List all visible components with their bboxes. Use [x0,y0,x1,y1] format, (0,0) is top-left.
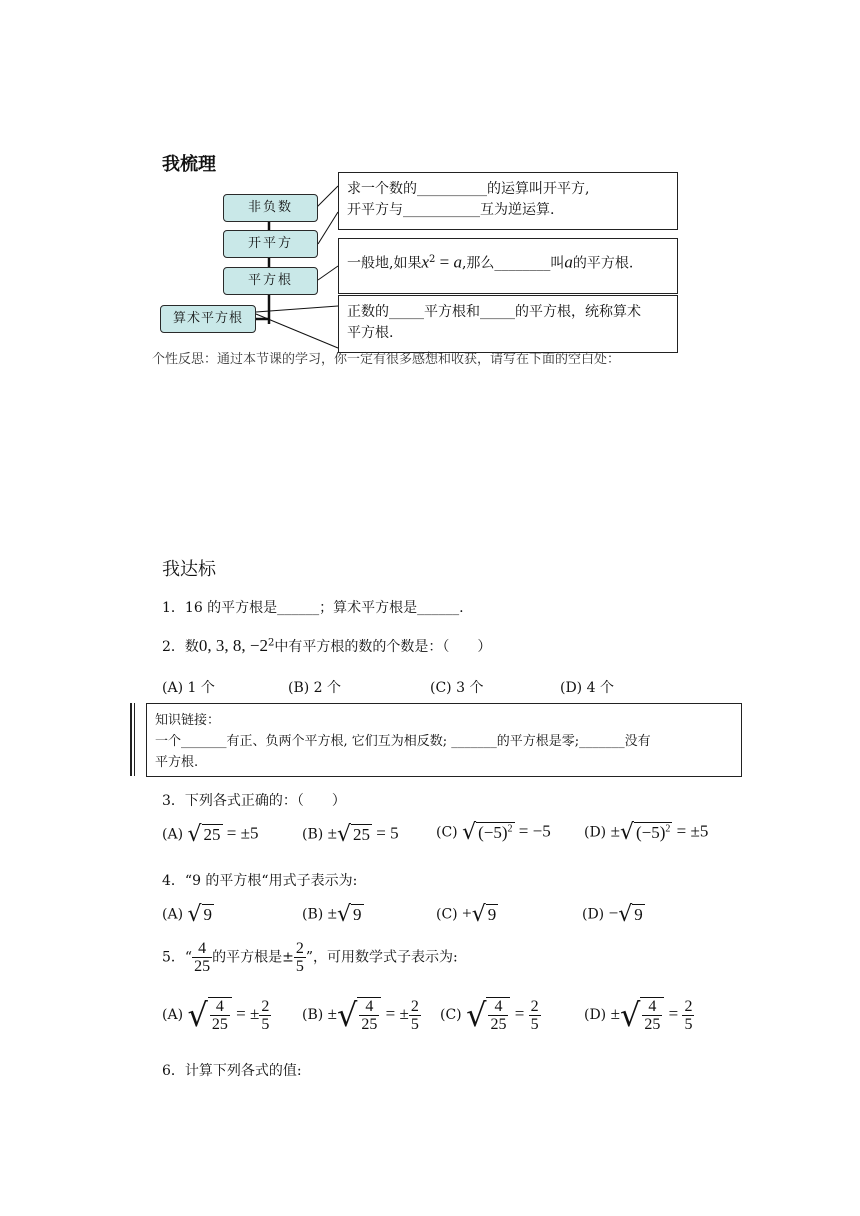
box3-line1: 正数的_____平方根和_____的平方根，统称算术 [347,304,641,320]
question-6: 6．计算下列各式的值: [162,1063,302,1079]
knowledge-title: 知识链接： [155,713,221,728]
q5-option-b: (B) ±√ $\frac{4}{25}$ = ± $\frac{2}{5}$ [302,996,419,1034]
question-5: 5．“ $\frac{4}{25}$ 的平方根是± $\frac{2}{5}$ ”，可用数学式子表示为: [162,940,458,975]
section-title-sort: 我梳理 [162,154,216,175]
knowledge-line1: 一个_______有正、负两个平方根, 它们互为相反数; _______的平方根是零;_______没有 [155,734,651,749]
box-definition-open-square [338,172,678,230]
margin-bar-inner [134,703,135,776]
q2-option-c: (C) 3 个 [430,680,484,696]
knowledge-line2: 平方根. [155,755,199,770]
box1-line2: 开平方与___________互为逆运算. [347,202,555,218]
reflection-prompt: 个性反思：通过本节课的学习，你一定有很多感想和收获，请写在下面的空白处： [152,352,621,367]
q3-option-d: (D) ±√ $(-5)^2 = \pm 5$ [584,820,709,845]
q5-option-a: (A) √ $\frac{4}{25}$ = ± $\frac{2}{5}$ [162,996,270,1034]
q4-option-c: (C) +√ 9 [436,902,497,927]
q5-option-c: (C) √ $\frac{4}{25}$ = $\frac{2}{5}$ [440,996,539,1034]
q4-option-a: (A) √ 9 [162,902,213,927]
box3-line2: 平方根. [347,325,394,341]
q3-option-c: (C) √ $(-5)^2 = -5$ [436,820,551,845]
knowledge-link-box [146,703,742,777]
margin-bar [130,703,132,776]
q4-option-b: (B) ±√ 9 [302,902,362,927]
q3-option-b: (B) ±√ 25 = 5 [302,822,399,847]
section-title-standard: 我达标 [162,559,216,580]
question-2: 2．数0, 3, 8, $-2^2$中有平方根的数的个数是：（ ） [162,636,492,655]
question-1: 1．16 的平方根是______；算术平方根是______. [162,600,464,616]
q5-option-d: (D) ±√ $\frac{4}{25}$ = $\frac{2}{5}$ [584,996,693,1034]
question-4: 4．“9 的平方根“用式子表示为: [162,873,358,889]
node-square-root-operation: 开平方 [223,230,318,258]
box-definition-arithmetic-root [338,295,678,353]
q2-option-b: (B) 2 个 [288,680,342,696]
node-nonnegative: 非负数 [223,194,318,222]
q2-option-d: (D) 4 个 [560,680,614,696]
node-square-root: 平方根 [223,267,318,295]
q3-option-a: (A) √ 25 = ±5 [162,822,259,847]
box-definition-square-root: 一般地,如果$x^2 = a$,那么________叫a的平方根. [338,238,678,294]
question-3: 3．下列各式正确的：（ ） [162,793,346,809]
node-arithmetic-square-root: 算术平方根 [160,305,256,333]
q2-option-a: (A) 1 个 [162,680,215,696]
box1-line1: 求一个数的__________的运算叫开平方, [347,181,590,197]
q4-option-d: (D) −√ 9 [582,902,643,927]
